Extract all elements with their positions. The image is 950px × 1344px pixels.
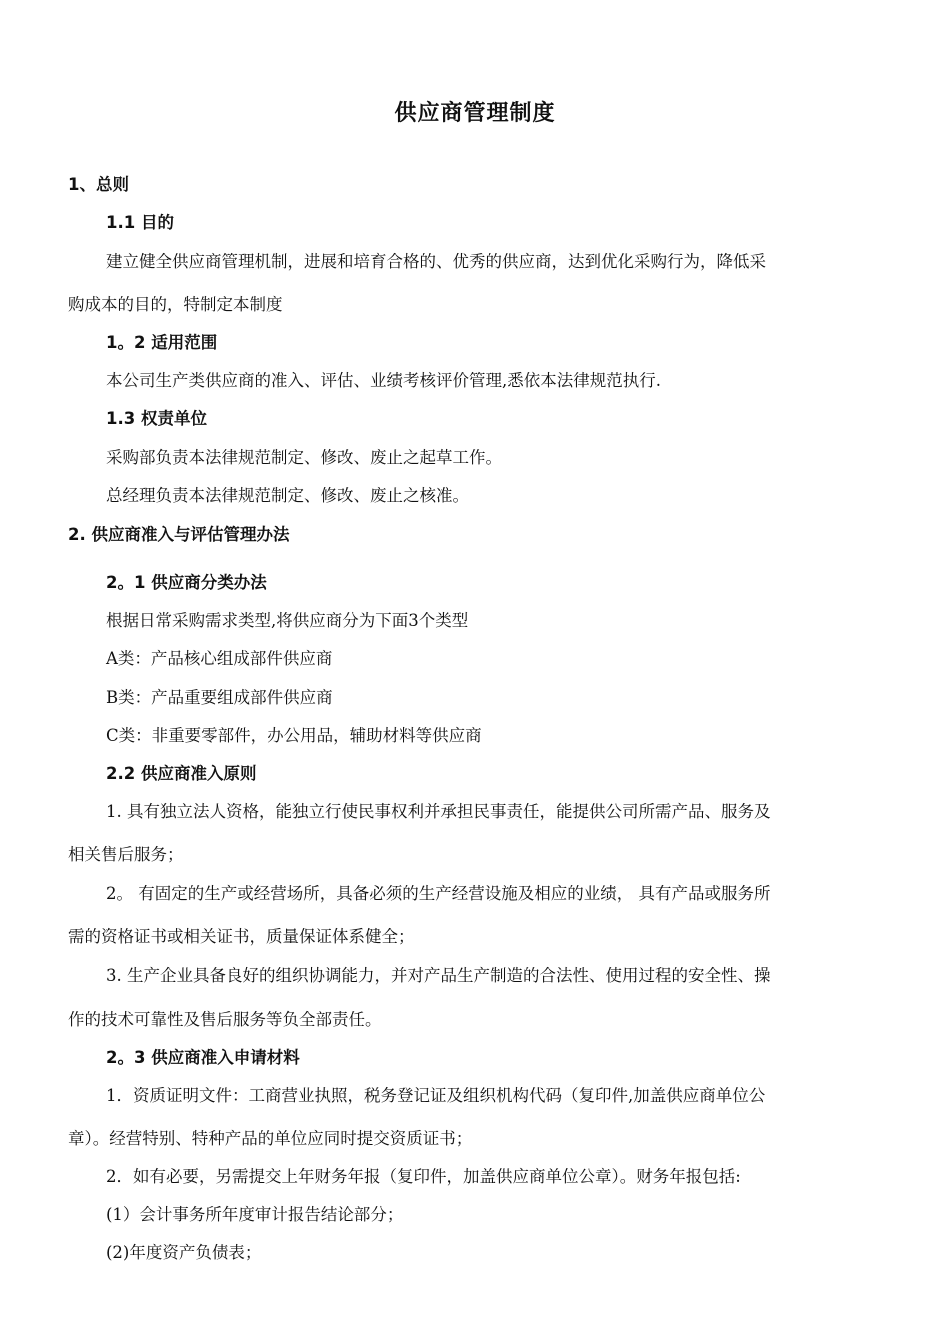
- document-title: 供应商管理制度: [394, 101, 556, 126]
- paragraph-line: 建立健全供应商管理机制，进展和培育合格的、优秀的供应商，达到优化采购行为，降低采: [106, 252, 766, 271]
- paragraph-line: A类：产品核心组成部件供应商: [106, 649, 333, 668]
- section-heading: 2。3 供应商准入申请材料: [106, 1048, 300, 1067]
- paragraph-line: 采购部负责本法律规范制定、修改、废止之起草工作。: [106, 448, 502, 467]
- section-heading: 2。1 供应商分类办法: [106, 573, 267, 592]
- paragraph-line: 购成本的目的，特制定本制度: [68, 295, 283, 314]
- paragraph-line: 2。 有固定的生产或经营场所，具备必须的生产经营设施及相应的业绩， 具有产品或服务所: [106, 884, 771, 903]
- section-heading: 1.1 目的: [106, 213, 174, 232]
- paragraph-line: 1. 具有独立法人资格，能独立行使民事权利并承担民事责任，能提供公司所需产品、服务及: [106, 802, 771, 821]
- paragraph-line: 2．如有必要，另需提交上年财务年报（复印件，加盖供应商单位公章）。财务年报包括:: [106, 1167, 741, 1186]
- paragraph-line: (1）会计事务所年度审计报告结论部分；: [106, 1205, 404, 1224]
- section-heading: 1.3 权责单位: [106, 409, 207, 428]
- section-heading: 2. 供应商准入与评估管理办法: [68, 525, 290, 544]
- paragraph-line: 章）。经营特别、特种产品的单位应同时提交资质证书；: [68, 1129, 473, 1148]
- paragraph-line: C类：非重要零部件，办公用品，辅助材料等供应商: [106, 726, 482, 745]
- paragraph-line: 3. 生产企业具备良好的组织协调能力，并对产品生产制造的合法性、使用过程的安全性、操: [106, 966, 771, 985]
- paragraph-line: 根据日常采购需求类型,将供应商分为下面3个类型: [106, 611, 469, 630]
- paragraph-line: B类：产品重要组成部件供应商: [106, 688, 333, 707]
- paragraph-line: 需的资格证书或相关证书，质量保证体系健全；: [68, 927, 415, 946]
- paragraph-line: 总经理负责本法律规范制定、修改、废止之核准。: [106, 486, 469, 505]
- paragraph-line: 作的技术可靠性及售后服务等负全部责任。: [68, 1010, 382, 1029]
- section-heading: 1。2 适用范围: [106, 333, 218, 352]
- paragraph-line: 相关售后服务；: [68, 845, 184, 864]
- paragraph-line: 1．资质证明文件：工商营业执照，税务登记证及组织机构代码（复印件,加盖供应商单位公: [106, 1086, 766, 1105]
- paragraph-line: (2)年度资产负债表；: [106, 1243, 262, 1262]
- section-heading: 2.2 供应商准入原则: [106, 764, 257, 783]
- paragraph-line: 本公司生产类供应商的准入、评估、业绩考核评价管理,悉依本法律规范执行.: [106, 371, 661, 390]
- section-heading: 1、总则: [68, 175, 129, 194]
